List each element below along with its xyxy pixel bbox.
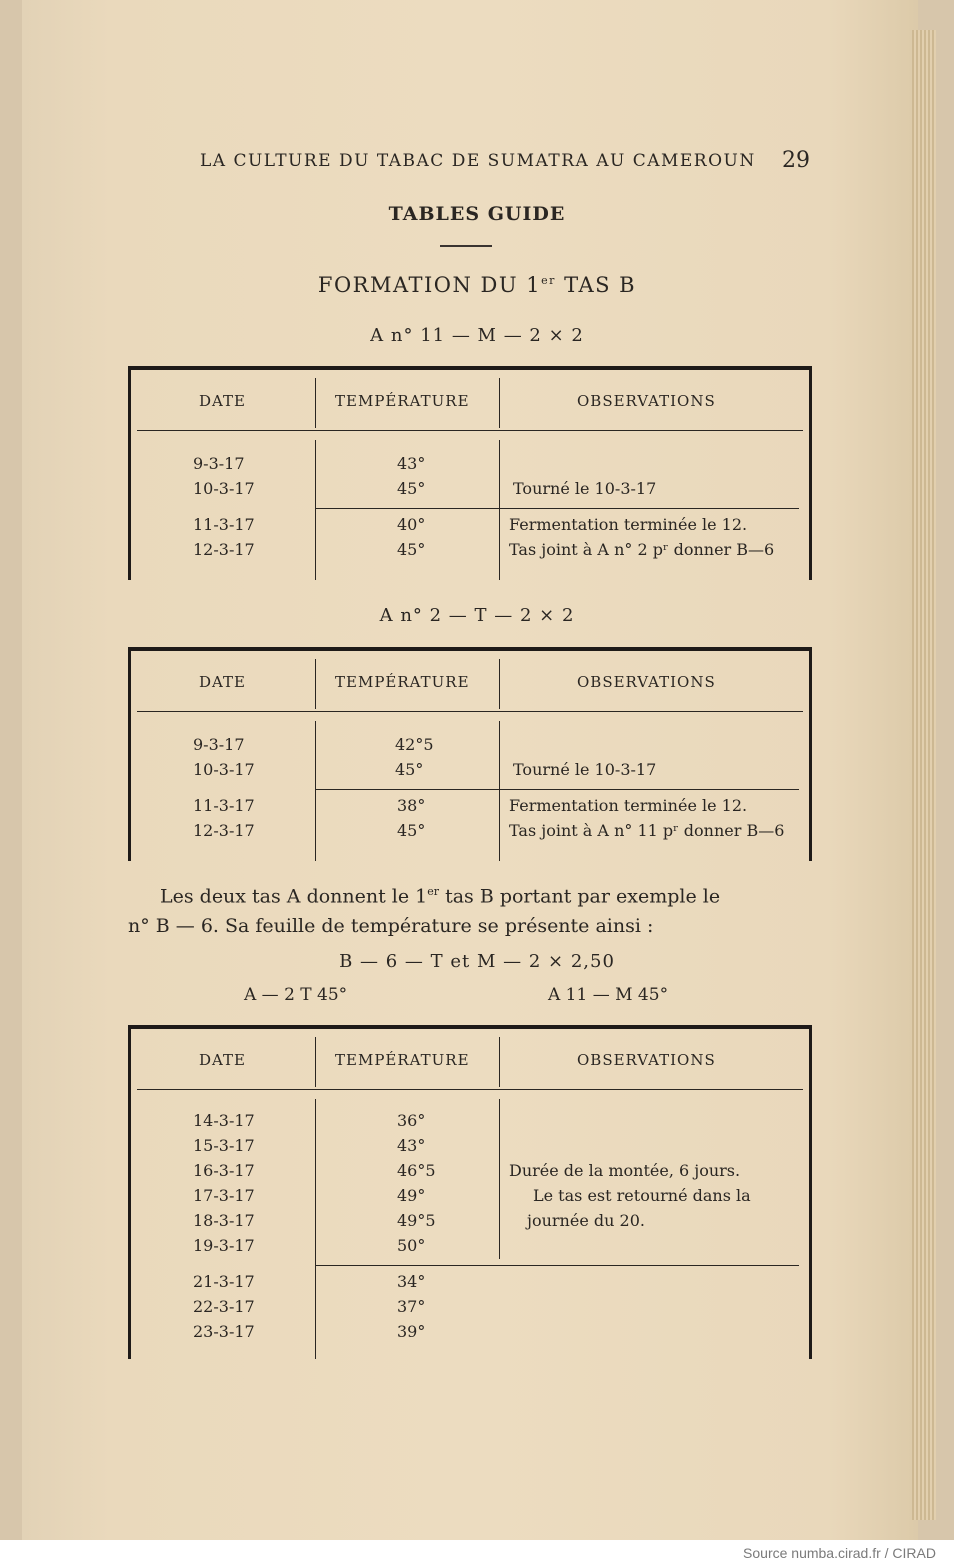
table1-heading: A n° 11 — M — 2 ⨯ 2: [370, 325, 584, 346]
table2-g2-dates: 11-3-17 12-3-17: [193, 796, 255, 840]
table3-g1-dates: 14-3-17 15-3-17 16-3-17 17-3-17 18-3-17 19-3-17: [193, 1111, 255, 1255]
table3-g1-temps: 36° 43° 46°5 49° 49°5 50°: [397, 1111, 436, 1255]
paragraph-line1: Les deux tas A donnent le 1er tas B portant par exemple le: [160, 885, 721, 908]
source-credit: Source numba.cirad.fr / CIRAD: [743, 1545, 936, 1561]
page-title: TABLES GUIDE: [388, 203, 566, 225]
col-observations: OBSERVATIONS: [577, 392, 716, 410]
table3-heading: B — 6 — T et M — 2 ⨯ 2,50: [339, 951, 615, 972]
col-observations: OBSERVATIONS: [577, 1051, 716, 1069]
table1-g1-obs: Tourné le 10-3-17: [513, 479, 657, 498]
table1-g1-temps: 43° 45°: [397, 454, 426, 498]
table3-g2-temps: 34° 37° 39°: [397, 1272, 426, 1341]
col-observations: OBSERVATIONS: [577, 673, 716, 691]
table1-g2-temps: 40° 45°: [397, 515, 426, 559]
title-rule: [440, 245, 492, 247]
paragraph-line2: n° B — 6. Sa feuille de température se présente ainsi :: [128, 915, 654, 937]
page-edges: [912, 30, 936, 1520]
table2-g2-obs: Fermentation terminée le 12. Tas joint à A n° 11 pʳ donner B—6: [509, 796, 785, 840]
section-subtitle: FORMATION DU 1er TAS B: [317, 273, 637, 297]
table2-g1-temps: 42°5 45°: [395, 735, 434, 779]
table3-g2-dates: 21-3-17 22-3-17 23-3-17: [193, 1272, 255, 1341]
table2: [128, 647, 812, 861]
table3-right-note: A 11 — M 45°: [548, 985, 669, 1005]
table1-g1-dates: 9-3-17 10-3-17: [193, 454, 255, 498]
table1-g2-obs: Fermentation terminée le 12. Tas joint à A n° 2 pʳ donner B—6: [509, 515, 775, 559]
col-date: DATE: [199, 392, 246, 410]
page-number: 29: [782, 148, 810, 173]
col-temperature: TEMPÉRATURE: [335, 1051, 470, 1069]
col-date: DATE: [199, 673, 246, 691]
table2-g1-obs: Tourné le 10-3-17: [513, 760, 657, 779]
col-temperature: TEMPÉRATURE: [335, 392, 470, 410]
table2-g2-temps: 38° 45°: [397, 796, 426, 840]
table3: [128, 1025, 812, 1359]
table3-left-note: A — 2 T 45°: [244, 985, 348, 1005]
col-temperature: TEMPÉRATURE: [335, 673, 470, 691]
col-date: DATE: [199, 1051, 246, 1069]
running-head: LA CULTURE DU TABAC DE SUMATRA AU CAMEROUN: [200, 151, 756, 171]
table1: [128, 366, 812, 580]
table2-g1-dates: 9-3-17 10-3-17: [193, 735, 255, 779]
table2-heading: A n° 2 — T — 2 ⨯ 2: [379, 605, 575, 626]
table3-g1-obs: Durée de la montée, 6 jours. Le tas est retourné dans la journée du 20.: [509, 1161, 751, 1230]
table1-g2-dates: 11-3-17 12-3-17: [193, 515, 255, 559]
